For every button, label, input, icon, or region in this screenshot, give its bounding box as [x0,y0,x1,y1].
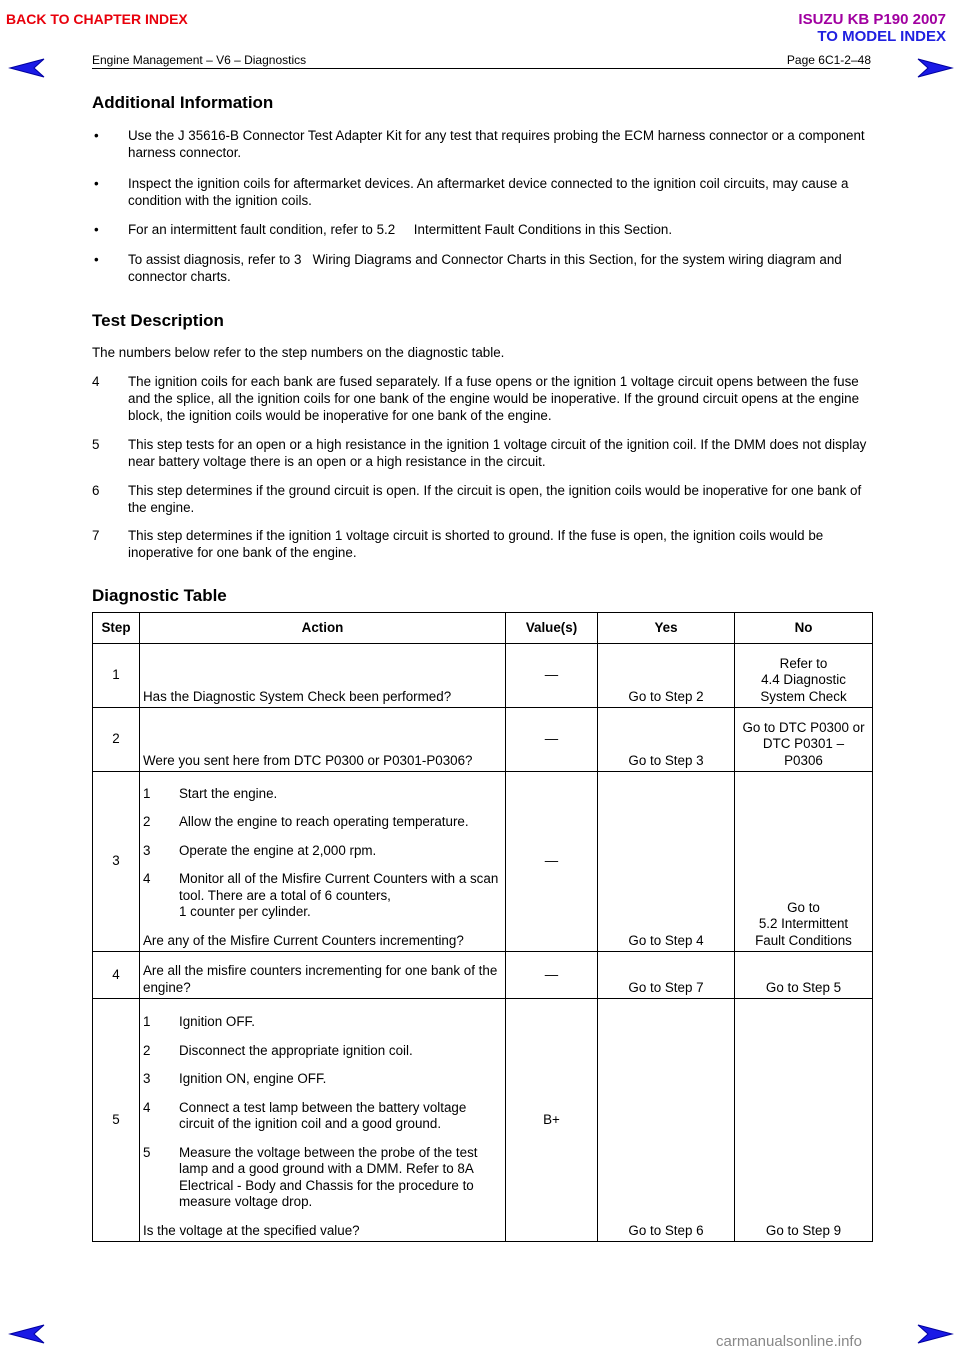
action-substep [143,1100,501,1133]
to-model-index[interactable]: TO MODEL INDEX [817,28,946,45]
table-header-row [93,613,873,644]
substep-number: 5 [143,1144,151,1160]
substep-number: 2 [143,814,151,829]
substep-number: 3 [143,1071,151,1086]
action-cell [140,708,506,772]
substep-number: 2 [143,1042,151,1058]
action-question: Is the voltage at the specified value? [143,1222,360,1238]
back-to-chapter-index-link[interactable]: BACK TO CHAPTER INDEX [6,11,188,27]
previous-page-arrow-icon[interactable] [8,56,48,80]
action-question: Has the Diagnostic System Check been performed? [143,688,452,704]
value-cell: — [506,772,598,952]
col-header-action: Action [140,613,506,644]
table-row [93,952,873,999]
substep-number: 4 [143,1099,151,1115]
yes-cell: Go to Step 4 [598,772,735,952]
table-row [93,772,873,952]
diagnostic-table-heading: Diagnostic Table [92,586,227,605]
col-header-no: No [735,613,873,644]
col-header-values: Value(s) [506,613,598,644]
value-cell: — [506,952,598,999]
model-index-link[interactable] [798,11,946,45]
col-header-yes: Yes [598,613,735,644]
page-number: Page 6C1-2–48 [786,53,871,67]
substep-text: Start the engine. [179,785,278,801]
list-item: 4 The ignition coils for each bank are fused separately. If a fuse opens or the ignition 1 voltage circuit opens between the fuse and the splice, all the ignition coils for one bank of the engine would be inoperative. If the ground circuit opens at the engine block, the ignition coils would be inoperative for one bank of the engine. [92,374,860,423]
next-page-arrow-icon[interactable] [914,56,954,80]
no-cell: Go to 5.2 Intermittent Fault Conditions [735,772,873,952]
step-number-cell: 4 [93,952,140,999]
list-item: 5 This step tests for an open or a high resistance in the ignition 1 voltage circuit of the ignition coil. If the DMM does not display near battery voltage there is an open or a high resistance in the circuit. [92,437,867,469]
action-substep [143,786,501,803]
table-row [93,644,873,708]
step-number-cell: 3 [93,772,140,952]
table-row [93,999,873,1242]
action-cell [140,644,506,708]
step-number-cell: 1 [93,644,140,708]
substep-text: Connect a test lamp between the battery voltage circuit of the ignition coil and a good ground. [179,1099,467,1131]
model-title: ISUZU KB P190 2007 [798,11,946,28]
substep-text: Measure the voltage between the probe of the test lamp and a good ground with a DMM. Refer to 8A Electrical - Body and Chassis for the procedure to measure voltage drop. [179,1144,478,1209]
no-cell: Go to Step 5 [735,952,873,999]
yes-cell: Go to Step 7 [598,952,735,999]
action-substep [143,1071,501,1088]
value-cell: — [506,708,598,772]
substep-text: Allow the engine to reach operating temperature. [179,814,469,829]
diagnostic-table [92,612,873,1242]
action-cell [140,999,506,1242]
previous-page-arrow-bottom-icon[interactable] [8,1322,48,1346]
additional-information-heading: Additional Information [92,93,274,112]
substep-text: Monitor all of the Misfire Current Counters with a scan tool. There are a total of 6 counters, 1 counter per cylinder. [179,871,499,919]
action-question: Are any of the Misfire Current Counters incrementing? [143,932,464,948]
action-question: Were you sent here from DTC P0300 or P0301-P0306? [143,752,473,768]
substep-number: 1 [143,1014,151,1029]
substep-text: Operate the engine at 2,000 rpm. [179,842,377,858]
action-question: Are all the misfire counters incrementing for one bank of the engine? [143,963,498,995]
running-header-title: Engine Management – V6 – Diagnostics [92,53,307,67]
step-number-cell: 5 [93,999,140,1242]
list-item: • Inspect the ignition coils for aftermarket devices. An aftermarket device connected to the ignition coil circuits, may cause a condition with the ignition coils. [94,176,849,208]
next-page-arrow-bottom-icon[interactable] [914,1322,954,1346]
action-substep [143,843,501,860]
value-cell: — [506,644,598,708]
substep-text: Ignition ON, engine OFF. [179,1071,327,1086]
list-item: 6 This step determines if the ground circuit is open. If the circuit is open, the ignition coils would be inoperative for one bank of the engine. [92,483,862,515]
substep-text: Ignition OFF. [179,1014,255,1029]
action-substep [143,1145,501,1211]
substep-number: 3 [143,842,151,858]
header-rule [92,68,870,69]
yes-cell: Go to Step 6 [598,999,735,1242]
list-item: 7 This step determines if the ignition 1 voltage circuit is shorted to ground. If the fuse is open, the ignition coils would be inoperative for one bank of the engine. [92,528,824,560]
site-watermark: carmanualsonline.info [716,1333,862,1350]
step-number-cell: 2 [93,708,140,772]
list-item: • For an intermittent fault condition, refer to 5.2 Intermittent Fault Conditions in this Section. [94,222,673,237]
test-description-heading: Test Description [92,311,224,330]
action-substep [143,1014,501,1031]
col-header-step: Step [93,613,140,644]
action-substep [143,814,501,831]
no-cell: Go to Step 9 [735,999,873,1242]
list-item: • Use the J 35616-B Connector Test Adapter Kit for any test that requires probing the ECM harness connector or a component harness connector. [94,128,865,160]
substep-text: Disconnect the appropriate ignition coil. [179,1042,413,1058]
list-item: • To assist diagnosis, refer to 3 Wiring Diagrams and Connector Charts in this Section, for the system wiring diagram and connector charts. [94,252,846,284]
action-cell [140,772,506,952]
value-cell: B+ [506,999,598,1242]
test-description-intro: The numbers below refer to the step numbers on the diagnostic table. [92,345,505,360]
no-cell: Refer to 4.4 Diagnostic System Check [735,644,873,708]
table-row [93,708,873,772]
substep-number: 1 [143,785,151,801]
substep-number: 4 [143,871,151,886]
action-cell [140,952,506,999]
no-cell: Go to DTC P0300 or DTC P0301 – P0306 [735,708,873,772]
yes-cell: Go to Step 3 [598,708,735,772]
yes-cell: Go to Step 2 [598,644,735,708]
action-substep [143,1043,501,1060]
action-substep [143,871,501,921]
